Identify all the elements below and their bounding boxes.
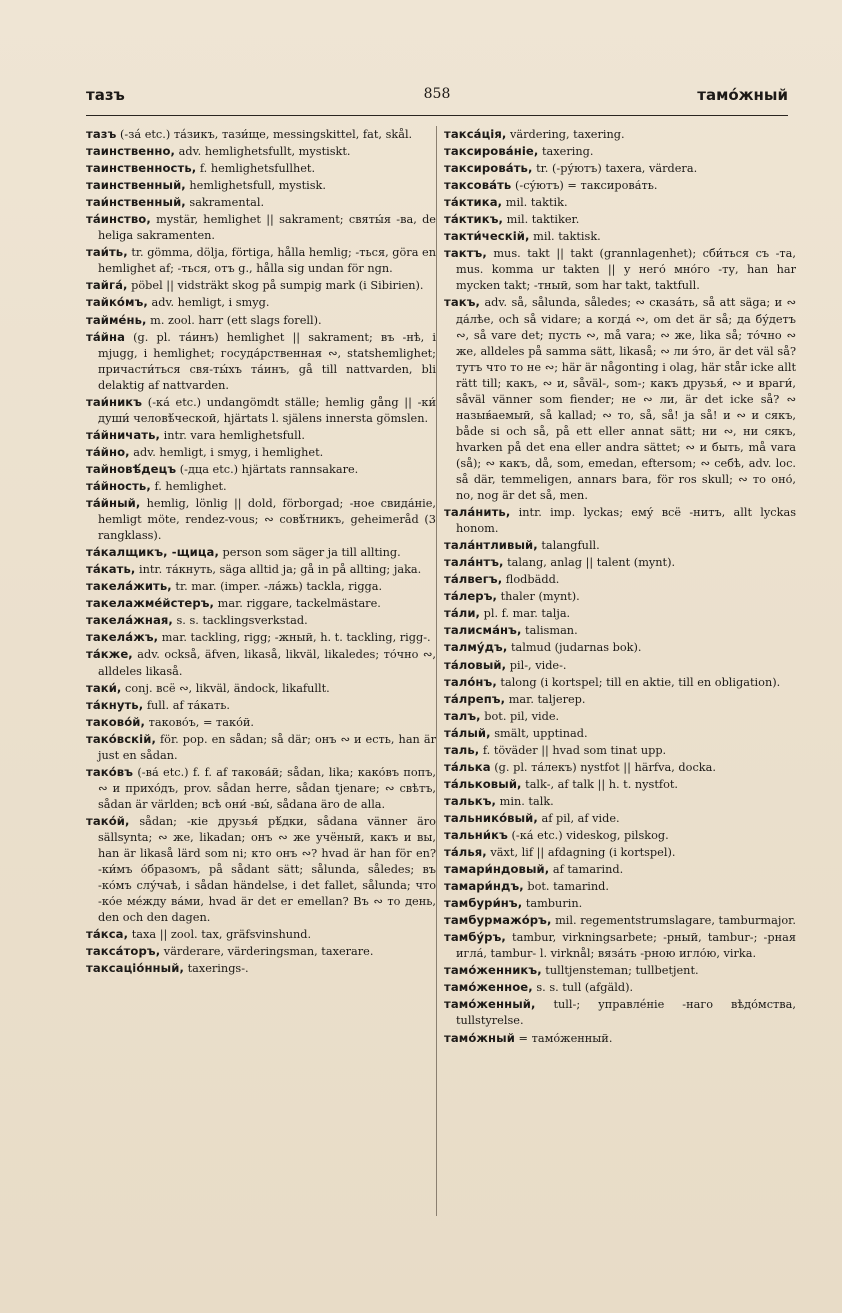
dictionary-entry (444, 895, 796, 912)
entry-headword: та́лрепъ, (444, 691, 506, 706)
dictionary-entry (444, 793, 796, 810)
entry-definition: hemlig, lönlig || dold, förborgad; -ное свида́ніе, hemligt möte, rendez-vous; ∾ совѣ́тникъ, geheimeråd (3 rangklass). (98, 497, 436, 543)
dictionary-entry (86, 126, 436, 143)
entry-headword: та́кнуть, (86, 697, 144, 712)
entry-definition: intr. та́кнуть, säga alltid ja; gå in på allting; jaka. (135, 563, 422, 577)
entry-definition: taxa || zool. tax, gräfsvinshund. (128, 928, 312, 942)
dictionary-entry (86, 461, 436, 478)
entry-definition: (-дца etc.) hjärtats rannsakare. (176, 462, 359, 476)
entry-definition: (g. pl. та́инъ) hemlighet || sakrament; въ -нѣ, i mjugg, i hemlighet; госуда́рственная ∾, statshemlighet; причасти́ться свя-ты́хъ та́инъ, gå till nattvarden, bli delaktig af nattvarden. (98, 330, 436, 392)
entry-definition: värderare, värderingsman, taxerare. (160, 945, 374, 959)
entry-definition: talk-, af talk || h. t. nystfot. (521, 777, 679, 791)
entry-headword: тальнико́вый, (444, 810, 538, 825)
dictionary-entry (444, 126, 796, 143)
entry-headword: та́йничать, (86, 427, 161, 442)
dictionary-entry (86, 294, 436, 311)
entry-definition: mil. taktisk. (529, 230, 601, 244)
dictionary-entry (444, 962, 796, 979)
header-rule (86, 115, 788, 116)
entry-headword: такса́торъ, (86, 944, 161, 959)
dictionary-entry (86, 329, 436, 394)
entry-definition: sakramental. (185, 196, 265, 210)
dictionary-entry (86, 926, 436, 943)
entry-definition: sådan; -кіе друзья́ рѣ́дки, sådana vänner äro sällsynta; ∾ же, likadan; онъ ∾ же учёный, какъ и вы, han är likaså lärd som ni; кто онъ ∾? hvad är han för en? -ки́мъ о́бразомъ, på sådant sätt; sålunda, således; въ -ко́мъ слу́чаѣ, i sådan händelse, i det fallet, sålunda; что -ко́е мéжду ва́ми, hvad är det er emellan? Въ ∾ то день, den och den dagen. (98, 814, 436, 925)
entry-headword: тамо́женникъ, (444, 963, 542, 978)
dictionary-entry (444, 228, 796, 245)
entry-definition: s. s. tacklingsverkstad. (172, 614, 308, 628)
entry-definition: (-зá etc.) тáзикъ, тази́ще, messingskittel, fat, skål. (116, 128, 413, 141)
dictionary-entry (444, 742, 796, 759)
entry-definition: tamburin. (522, 897, 583, 911)
dictionary-entry (86, 612, 436, 629)
entry-headword: та́кже, (86, 647, 133, 662)
entry-headword: та́лвегъ, (444, 572, 503, 587)
dictionary-entry (444, 878, 796, 895)
dictionary-entry (444, 912, 796, 929)
entry-headword: таи́ть, (86, 245, 128, 260)
entry-headword: та́ловый, (444, 657, 507, 672)
entry-headword: тайновѣ́децъ (86, 461, 177, 476)
entry-definition: pil-, vide-. (506, 658, 567, 672)
entry-definition: f. töväder || hvad som tinat upp. (479, 743, 667, 757)
dictionary-entry (86, 960, 436, 977)
entry-headword: такела́жная, (86, 613, 173, 628)
entry-headword: та́лья, (444, 845, 487, 860)
dictionary-entry (444, 759, 796, 776)
entry-definition: flodbädd. (502, 573, 560, 587)
entry-headword: тактъ, (444, 246, 487, 261)
dictionary-entry (444, 674, 796, 691)
entry-headword: тала́нтливый, (444, 538, 538, 553)
entry-definition: mystär, hemlighet || sakrament; святы́я -ва, de heliga sakramenten. (98, 213, 436, 243)
entry-headword: талъ, (444, 708, 481, 723)
entry-headword: таинственно, (86, 144, 176, 159)
entry-headword: тайко́мъ, (86, 295, 148, 310)
dictionary-entry (86, 495, 436, 544)
entry-headword: тако́въ (86, 764, 134, 779)
entry-headword: тало́нъ, (444, 674, 497, 689)
entry-definition: af pil, af vide. (537, 811, 620, 825)
entry-definition: person som säger ja till allting. (218, 546, 401, 560)
entry-definition: min. talk. (496, 794, 554, 808)
dictionary-entry (444, 996, 796, 1029)
dictionary-entry (86, 731, 436, 764)
entry-headword: тамо́женное, (444, 980, 533, 995)
entry-headword: та́йный, (86, 496, 141, 511)
entry-definition: таково́ъ, = тако́й. (145, 715, 255, 729)
dictionary-entry (86, 160, 436, 177)
dictionary-entry (444, 657, 796, 674)
entry-headword: таксаціо́нный, (86, 961, 184, 976)
entry-definition: (-кá etc.) undangömdt ställe; hemlig gång || -ки́ души́ человѣ́ческой, hjärtats l. själens innersta gömslen. (98, 395, 436, 425)
dictionary-entry (86, 680, 436, 697)
dictionary-entry (444, 211, 796, 228)
column-divider (436, 126, 437, 1216)
entry-definition: taxering. (538, 145, 594, 159)
dictionary-entry (444, 504, 796, 537)
dictionary-entry (86, 813, 436, 926)
dictionary-entry (444, 1030, 796, 1047)
entry-headword: та́ктикъ, (444, 212, 504, 227)
entry-headword: та́кса, (86, 927, 129, 942)
entry-definition: m. zool. harr (ett slags forell). (146, 313, 322, 327)
dictionary-entry (86, 444, 436, 461)
entry-headword: та́ли, (444, 606, 481, 621)
dictionary-entry (86, 427, 436, 444)
entry-headword: таймéнь, (86, 312, 147, 327)
entry-headword: такелажме́йстеръ, (86, 596, 215, 611)
dictionary-entry (444, 588, 796, 605)
entry-headword: таинственный, (86, 178, 186, 193)
dictionary-entry (444, 605, 796, 622)
entry-definition: bot. tamarind. (523, 880, 609, 894)
dictionary-entry (444, 245, 796, 294)
entry-headword: тамо́женный, (444, 997, 536, 1012)
entry-headword: тамари́ндъ, (444, 879, 524, 894)
left-column (86, 126, 436, 977)
dictionary-entry (86, 244, 436, 277)
dictionary-entry (444, 708, 796, 725)
dictionary-entry (444, 844, 796, 861)
entry-headword: таинственность, (86, 161, 197, 176)
dictionary-entry (86, 629, 436, 646)
dictionary-entry (86, 595, 436, 612)
entry-definition: mil. taktiker. (503, 213, 580, 227)
entry-headword: тако́вскій, (86, 731, 156, 746)
dictionary-entry (444, 537, 796, 554)
entry-definition: adv. hemligt, i smyg, i hemlighet. (129, 445, 324, 459)
entry-headword: тайга́, (86, 278, 128, 293)
entry-definition: af tamarind. (549, 863, 624, 877)
entry-definition: taxerings-. (183, 962, 249, 976)
header-left-guideword: тазъ (86, 86, 125, 104)
dictionary-entry (86, 714, 436, 731)
entry-definition: pl. f. mar. talja. (480, 607, 571, 621)
entry-headword: тала́нтъ, (444, 555, 504, 570)
entry-definition: (-кá etc.) videskog, pilskog. (507, 828, 669, 842)
entry-definition: adv. hemligt, i smyg. (147, 296, 270, 310)
entry-definition: f. hemlighetsfullhet. (196, 162, 316, 176)
entry-headword: тала́нить, (444, 505, 511, 520)
entry-definition: adv. hemlighetsfullt, mystiskt. (175, 145, 351, 159)
entry-headword: такса́ція, (444, 127, 507, 141)
dictionary-entry (86, 764, 436, 813)
dictionary-entry (86, 943, 436, 960)
entry-definition: mar. taljerep. (505, 692, 586, 706)
dictionary-entry (86, 194, 436, 211)
entry-definition: bot. pil, vide. (480, 709, 560, 723)
entry-definition: = тамо́женный. (514, 1031, 613, 1045)
dictionary-entry (444, 691, 796, 708)
dictionary-entry (86, 312, 436, 329)
entry-definition: talangfull. (537, 539, 600, 553)
entry-definition: (-су́ютъ) = таксирова́ть. (511, 179, 658, 193)
entry-definition: tr. gömma, dölja, förtiga, hålla hemlig; -ться, göra en hemlighet af; -ться, отъ g., hålla sig undan för ngn. (98, 246, 436, 276)
dictionary-entry (444, 861, 796, 878)
entry-definition: tulltjensteman; tullbetjent. (541, 964, 699, 978)
entry-headword: талькъ, (444, 793, 497, 808)
dictionary-entry (86, 277, 436, 294)
entry-headword: таксова́ть (444, 178, 512, 193)
entry-headword: тамбу́ръ, (444, 930, 506, 945)
entry-definition: mar. riggare, tackelmästare. (214, 597, 381, 611)
dictionary-entry (444, 725, 796, 742)
page-number: 858 (423, 86, 451, 102)
entry-headword: такъ, (444, 295, 481, 310)
entry-headword: талисма́нъ, (444, 623, 522, 638)
entry-headword: тамо́жный (444, 1030, 515, 1045)
dictionary-entry (444, 929, 796, 962)
entry-headword: тамбурмажо́ръ, (444, 913, 552, 928)
entry-headword: таи́никъ (86, 394, 143, 409)
entry-definition: intr. imp. lyckas; ему́ всё -нитъ, allt lyckas honom. (456, 506, 796, 536)
dictionary-entry (444, 571, 796, 588)
entry-definition: s. s. tull (afgäld). (532, 981, 634, 995)
entry-definition: tr. (-ру́ютъ) taxera, värdera. (532, 162, 698, 176)
dictionary-entry (444, 160, 796, 177)
dictionary-entry (444, 979, 796, 996)
entry-definition: f. hemlighet. (150, 479, 227, 493)
entry-definition: hemlighetsfull, mystisk. (185, 179, 326, 193)
dictionary-entry (444, 143, 796, 160)
page-header (86, 86, 788, 114)
dictionary-entry (444, 194, 796, 211)
entry-headword: таль, (444, 742, 480, 757)
entry-headword: такела́жить, (86, 579, 172, 594)
right-column (444, 126, 796, 1047)
entry-headword: та́кать, (86, 562, 136, 577)
dictionary-entry (444, 294, 796, 504)
entry-headword: такела́жъ, (86, 630, 159, 645)
entry-headword: тальни́къ (444, 827, 508, 842)
entry-headword: таи́нственный, (86, 195, 186, 210)
entry-definition: smält, upptinad. (490, 726, 588, 740)
entry-definition: conj. всё ∾, likväl, ändock, likafullt. (121, 681, 330, 695)
entry-headword: та́ктика, (444, 195, 503, 210)
dictionary-entry (86, 544, 436, 561)
entry-headword: та́лька (444, 759, 491, 774)
entry-definition: talisman. (521, 624, 578, 638)
header-right-guideword: тамо́жный (697, 86, 788, 104)
entry-definition: thaler (mynt). (497, 590, 580, 604)
entry-definition: intr. vara hemlighetsfull. (160, 428, 305, 442)
entry-headword: та́йно, (86, 444, 130, 459)
entry-headword: та́льковый, (444, 776, 522, 791)
dictionary-entry (86, 394, 436, 427)
dictionary-entry (444, 810, 796, 827)
entry-definition: värdering, taxering. (506, 128, 625, 141)
entry-definition: adv. så, sålunda, således; ∾ сказа́ть, så att säga; и ∾ да́лѣе, och så vidare; а когда́ ∾, om det är så; да бу́детъ ∾, så vare det; пусть ∾, må vara; ∾ же, lika så; то́чно ∾ же, alldeles på samma sätt, likaså; ∾ ли э́то, är det väl så? тутъ что то не ∾; här är någonting i olag, här står icke allt rätt till; какъ, ∾ и, såväl-, som-; какъ друзья́, ∾ и враги́, såväl vänner som fiender; не ∾ ли, är det icke så? ∾ назыв́аемый, så kallad; ∾ то, så, så! ja så! и ∾ и сякъ, både si och så, på ett eller annat sätt; ни ∾, ни сякъ, hvarken på det ena eller andra sättet; ∾ и быть, må vara (så); ∾ какъ, då, som, emedan, eftersom; ∾ себѣ, adv. loc. så där, temmeligen, annars bara, för ros skull; ∾ то оно́, no, nog är det så, men. (456, 296, 796, 503)
entry-headword: тазъ (86, 127, 117, 141)
entry-definition: tull-; управлéніе -наго вѣдо́мства, tullstyrelse. (456, 998, 796, 1028)
entry-headword: та́калщикъ, -щица, (86, 545, 219, 560)
dictionary-entry (86, 646, 436, 679)
entry-headword: тамбури́нъ, (444, 896, 523, 911)
entry-definition: mil. regementstrumslagare, tamburmajor. (551, 914, 796, 928)
entry-headword: такти́ческій, (444, 229, 530, 244)
entry-headword: тако́й, (86, 813, 130, 828)
entry-definition: talmud (judarnas bok). (507, 641, 642, 655)
entry-definition: (-ва́ etc.) f. f. af такова́й; sådan, lika; како́въ попъ, ∾ и прихо́дъ, prov. sådan herre, sådan tjenare; ∾ свѣтъ, sådan är världen; всѣ они́ -вы́, sådana äro de alla. (98, 765, 436, 811)
dictionary-entry (444, 177, 796, 194)
dictionary-entry (86, 143, 436, 160)
entry-definition: tambur, virkningsarbete; -рный, tambur-; -рная игла́, tambur- l. virknål; вяза́ть -рною игло́ю, virka. (456, 931, 796, 961)
entry-headword: таково́й, (86, 714, 146, 729)
entry-headword: та́йность, (86, 478, 151, 493)
entry-headword: таксирова́ніе, (444, 144, 539, 159)
dictionary-entry (444, 776, 796, 793)
entry-definition: talang, anlag || talent (mynt). (503, 556, 676, 570)
dictionary-entry (86, 578, 436, 595)
dictionary-entry (444, 622, 796, 639)
entry-definition: (g. pl. та́лекъ) nystfot || härfva, docka. (490, 760, 716, 774)
entry-definition: full. af та́кать. (143, 698, 230, 712)
entry-definition: tr. mar. (imper. -ла́жь) tackla, rigga. (171, 580, 383, 594)
entry-headword: та́лый, (444, 725, 491, 740)
entry-definition: talong (i kortspel; till en aktie, till en obligation). (496, 675, 781, 689)
entry-headword: тамари́ндовый, (444, 862, 550, 877)
entry-headword: та́леръ, (444, 589, 498, 604)
dictionary-entry (86, 561, 436, 578)
entry-definition: adv. också, äfven, likaså, likväl, likaledes; то́чно ∾, alldeles likaså. (98, 648, 436, 678)
entry-headword: та́инство, (86, 212, 151, 227)
dictionary-entry (444, 827, 796, 844)
entry-headword: таксирова́ть, (444, 161, 533, 176)
entry-definition: mar. tackling, rigg; -жный, h. t. tackling, rigg-. (158, 631, 431, 645)
entry-definition: växt, lif || afdagning (i kortspel). (486, 846, 676, 860)
dictionary-entry (444, 639, 796, 656)
entry-headword: та́йна (86, 329, 126, 344)
entry-headword: талму́дъ, (444, 640, 508, 655)
entry-definition: pöbel || vidsträkt skog på sumpig mark (i Sibirien). (127, 279, 424, 293)
dictionary-entry (86, 697, 436, 714)
entry-definition: mus. takt || takt (grannlagenhet); сби́ться съ -та, mus. komma ur takten || у него́ мно́го -ту, han har mycken takt; -тный, som har takt, taktfull. (456, 247, 796, 293)
dictionary-entry (86, 177, 436, 194)
dictionary-entry (86, 211, 436, 244)
entry-definition: för. pop. en sådan; så där; онъ ∾ и есть, han är just en sådan. (98, 732, 436, 762)
entry-definition: mil. taktik. (502, 196, 568, 210)
dictionary-entry (444, 554, 796, 571)
dictionary-entry (86, 478, 436, 495)
entry-headword: таки́, (86, 680, 122, 695)
